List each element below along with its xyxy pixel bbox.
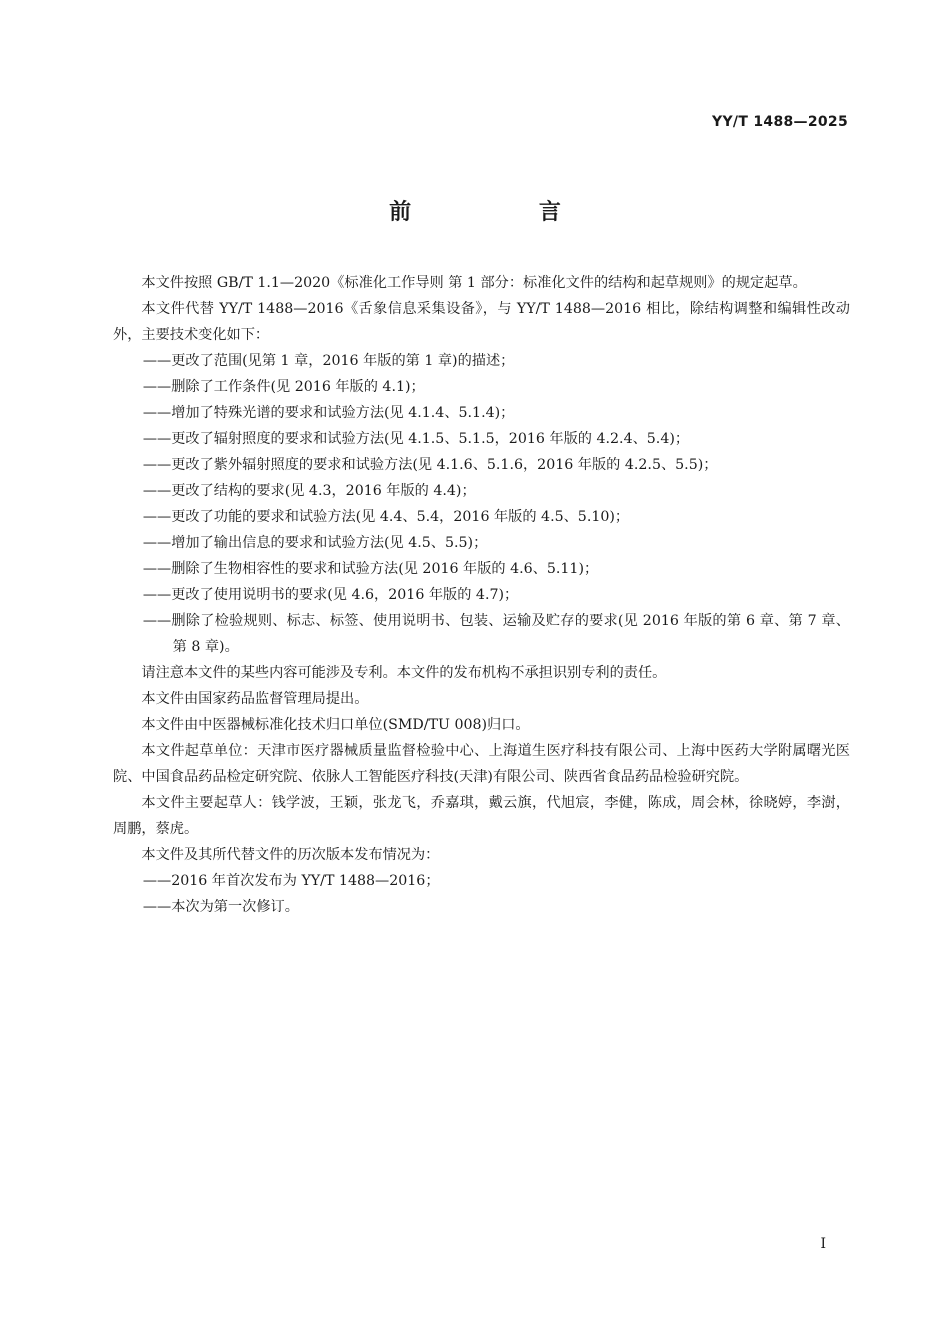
paragraph-technical-unit: 本文件由中医器械标准化技术归口单位(SMD/TU 008)归口。	[141, 717, 530, 733]
change-item: ——更改了结构的要求(见 4.3，2016 年版的 4.4)；	[142, 483, 476, 499]
paragraph-replacement: 本文件代替 YY/T 1488—2016《舌象信息采集设备》，与 YY/T 1488—2016 相比，除结构调整和编辑性改动外，主要技术变化如下：	[113, 301, 850, 343]
change-item: ——删除了检验规则、标志、标签、使用说明书、包装、运输及贮存的要求(见 2016 年版的第 6 章、第 7 章、第 8 章)。	[142, 613, 850, 655]
change-item: ——更改了范围(见第 1 章，2016 年版的第 1 章)的描述；	[142, 353, 515, 369]
document-code: YY/T 1488—2025	[712, 114, 848, 130]
paragraph-drafters: 本文件主要起草人：钱学波，王颖，张龙飞，乔嘉琪，戴云旗，代旭宸，李健，陈成，周会林，徐晓婷，李澍，周鹏，蔡虎。	[113, 795, 850, 837]
change-item: ——删除了工作条件(见 2016 年版的 4.1)；	[142, 379, 425, 395]
change-item: ——删除了生物相容性的要求和试验方法(见 2016 年版的 4.6、5.11)；	[142, 561, 599, 577]
document-body	[113, 270, 850, 920]
paragraph-history-intro: 本文件及其所代替文件的历次版本发布情况为：	[141, 847, 440, 863]
history-item: ——本次为第一次修订。	[142, 899, 299, 915]
page-number: I	[820, 1236, 826, 1252]
change-item: ——更改了使用说明书的要求(见 4.6，2016 年版的 4.7)；	[142, 587, 519, 603]
change-item: ——增加了输出信息的要求和试验方法(见 4.5、5.5)；	[142, 535, 488, 551]
change-item: ——更改了功能的要求和试验方法(见 4.4、5.4，2016 年版的 4.5、5.10)；	[142, 509, 630, 525]
page-title: 前 言	[389, 200, 621, 225]
paragraph-proposer: 本文件由国家药品监督管理局提出。	[141, 691, 369, 707]
paragraph-patent-notice: 请注意本文件的某些内容可能涉及专利。本文件的发布机构不承担识别专利的责任。	[141, 665, 667, 681]
change-item: ——增加了特殊光谱的要求和试验方法(见 4.1.4、5.1.4)；	[142, 405, 515, 421]
history-item: ——2016 年首次发布为 YY/T 1488—2016；	[142, 873, 440, 889]
change-item: ——更改了辐射照度的要求和试验方法(见 4.1.5、5.1.5，2016 年版的 4.2.4、5.4)；	[142, 431, 690, 447]
change-item: ——更改了紫外辐射照度的要求和试验方法(见 4.1.6、5.1.6，2016 年版的 4.2.5、5.5)；	[142, 457, 718, 473]
paragraph-drafting-units: 本文件起草单位：天津市医疗器械质量监督检验中心、上海道生医疗科技有限公司、上海中医药大学附属曙光医院、中国食品药品检定研究院、依脉人工智能医疗科技(天津)有限公司、陕西省食品药品检验研究院。	[113, 743, 850, 785]
paragraph-drafting-rules: 本文件按照 GB/T 1.1—2020《标准化工作导则 第 1 部分：标准化文件的结构和起草规则》的规定起草。	[141, 275, 807, 291]
